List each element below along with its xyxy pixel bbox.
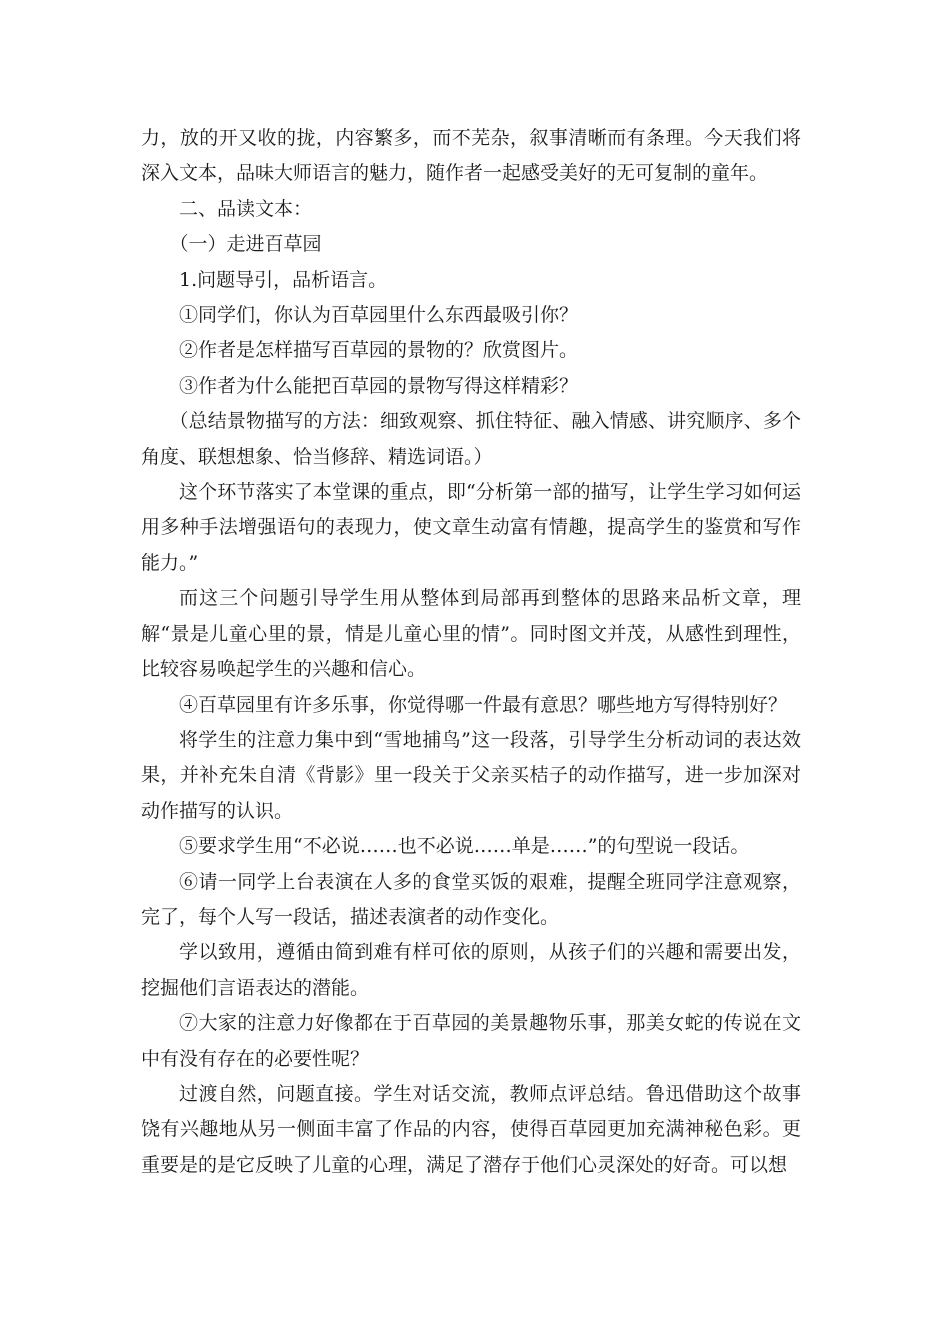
question-6: ⑥请一同学上台表演在人多的食堂买饭的艰难，提醒全班同学注意观察，完了，每个人写一段话，描述表演者的动作变化。 [141,870,801,928]
question-5: ⑤要求学生用“不必说……也不必说……单是……”的句型说一段话。 [179,835,750,858]
paragraph-transition: 过渡自然，问题直接。学生对话交流，教师点评总结。鲁迅借助这个故事饶有兴趣地从另一侧面丰富了作品的内容，使得百草园更加充满神秘色彩。更重要是的是它反映了儿童的心理，满足了潜存于他们心灵深处的好奇。可以想 [141,1082,801,1176]
item-heading-question-guide: 1.问题导引，品析语言。 [179,268,388,291]
paragraph-three-questions: 而这三个问题引导学生用从整体到局部再到整体的思路来品析文章，理解“景是儿童心里的景，情是儿童心里的情”。同时图文并茂，从感性到理性，比较容易唤起学生的兴趣和信心。 [141,587,801,681]
subsection-heading-baicaoyuan: （一）走进百草园 [169,233,322,256]
section-heading-reading: 二、品读文本： [179,197,313,220]
question-3: ③作者为什么能把百草园的景物写得这样精彩？ [179,374,579,397]
question-4: ④百草园里有许多乐事，你觉得哪一件最有意思？哪些地方写得特别好？ [179,693,788,716]
document-body [141,121,801,1183]
question-2: ②作者是怎样描写百草园的景物的？欣赏图片。 [179,339,579,362]
paragraph-intro-continued: 力，放的开又收的拢，内容繁多，而不芜杂，叙事清晰而有条理。今天我们将深入文本，品味大师语言的魅力，随作者一起感受美好的无可复制的童年。 [141,127,801,185]
question-7: ⑦大家的注意力好像都在于百草园的美景趣物乐事，那美女蛇的传说在文中有没有存在的必要性呢？ [141,1012,801,1070]
paragraph-key-point: 这个环节落实了本堂课的重点，即“分析第一部的描写，让学生学习如何运用多种手法增强语句的表现力，使文章生动富有情趣，提高学生的鉴赏和写作能力。” [141,481,801,574]
summary-description-methods: （总结景物描写的方法：细致观察、抓住特征、融入情感、讲究顺序、多个角度、联想想象、恰当修辞、精选词语。） [141,410,801,468]
question-1: ①同学们，你认为百草园里什么东西最吸引你？ [179,304,579,327]
paragraph-snow-bird: 将学生的注意力集中到“雪地捕鸟”这一段落，引导学生分析动词的表达效果，并补充朱自清《背影》里一段关于父亲买桔子的动作描写，进一步加深对动作描写的认识。 [141,728,801,822]
paragraph-apply-learning: 学以致用，遵循由简到难有样可依的原则，从孩子们的兴趣和需要出发，挖掘他们言语表达的潜能。 [141,941,801,999]
